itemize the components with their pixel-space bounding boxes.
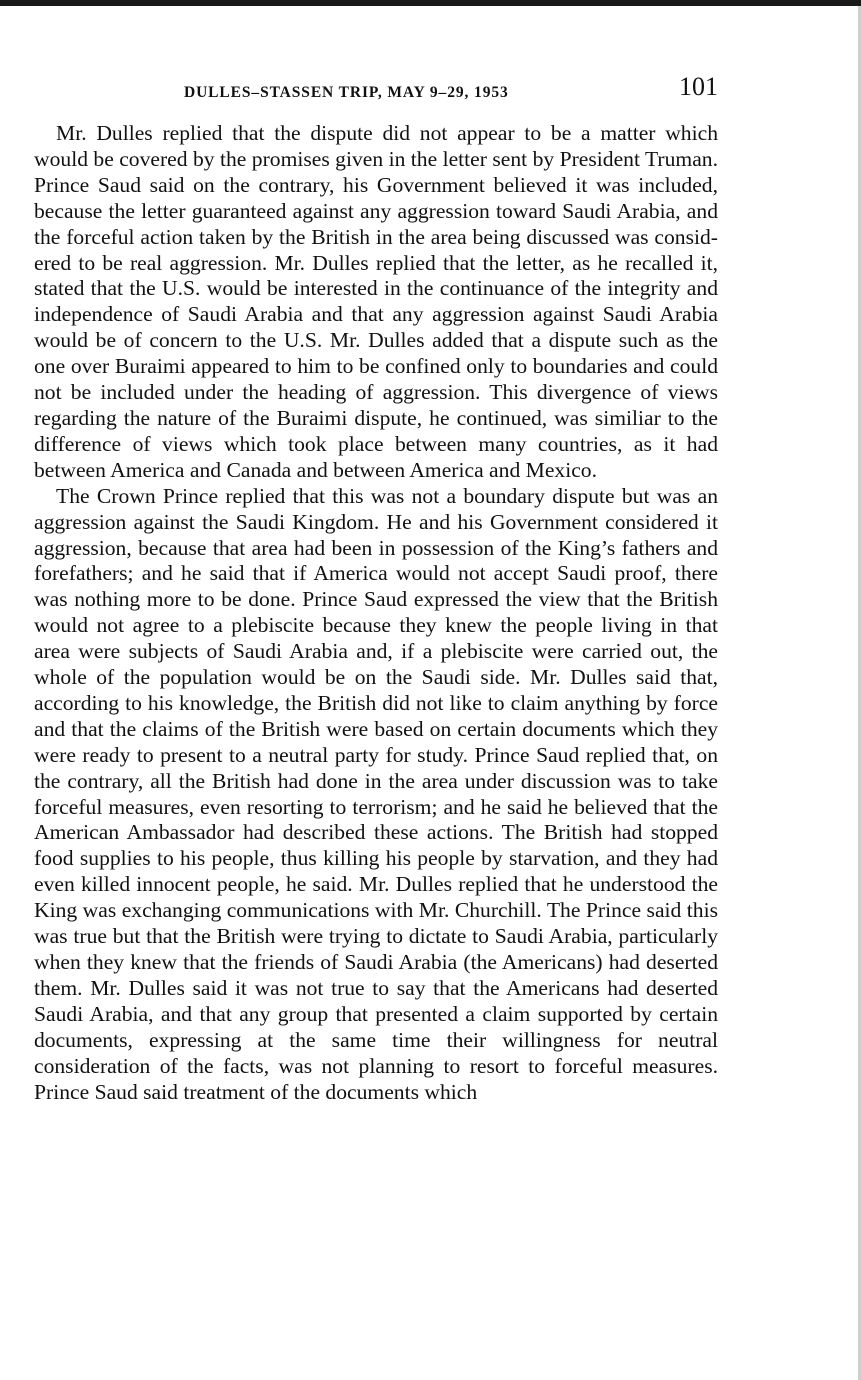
body-text — [34, 121, 718, 1105]
paragraph-dulles-reply: Mr. Dulles replied that the dispute did not appear to be a matter which would be covered by the promises given in the letter sent by President Truman. Prince Saud said on the contrary, his Government believed it was included, because the letter guaranteed against any aggression toward Saudi Arabia, and the forceful action taken by the British in the area being discussed was considered to be real aggression. Mr. Dulles replied that the letter, as he recalled it, stated that the U.S. would be interested in the continuance of the integrity and independence of Saudi Arabia and that any aggression against Saudi Arabia would be of concern to the U.S. Mr. Dulles added that a dispute such as the one over Buraimi appeared to him to be confined only to boundaries and could not be included under the heading of aggression. This divergence of views regarding the nature of the Buraimi dispute, he continued, was similiar to the difference of views which took place between many countries, as it had between America and Canada and between America and Mexico. — [34, 121, 718, 482]
page-number: 101 — [679, 72, 718, 101]
page-header — [34, 72, 718, 106]
top-border-rule — [0, 0, 861, 6]
running-head: DULLES–STASSEN TRIP, MAY 9–29, 1953 — [184, 84, 509, 101]
paragraph-crown-prince-reply: The Crown Prince replied that this was not a boundary dispute but was an aggression against the Saudi Kingdom. He and his Government considered it aggression, because that area had been in possession of the King’s fathers and forefathers; and he said that if America would not accept Saudi proof, there was nothing more to be done. Prince Saud expressed the view that the British would not agree to a plebiscite because they knew the people living in that area were subjects of Saudi Arabia and, if a plebiscite were carried out, the whole of the population would be on the Saudi side. Mr. Dulles said that, according to his knowledge, the British did not like to claim anything by force and that the claims of the British were based on certain documents which they were ready to present to a neutral party for study. Prince Saud replied that, on the contrary, all the British had done in the area under discussion was to take forceful measures, even resorting to terrorism; and he said he believed that the American Ambassador had described these actions. The British had stopped food supplies to his people, thus killing his people by starvation, and they had even killed innocent people, he said. Mr. Dulles replied that he understood the King was exchanging communications with Mr. Churchill. The Prince said this was true but that the British were trying to dictate to Saudi Arabia, particularly when they knew that the friends of Saudi Arabia (the Americans) had deserted them. Mr. Dulles said it was not true to say that the Americans had deserted Saudi Arabia, and that any group that presented a claim supported by certain documents, expressing at the same time their willingness for neutral consideration of the facts, was not planning to resort to forceful measures. Prince Saud said treatment of the documents which — [34, 483, 718, 1104]
